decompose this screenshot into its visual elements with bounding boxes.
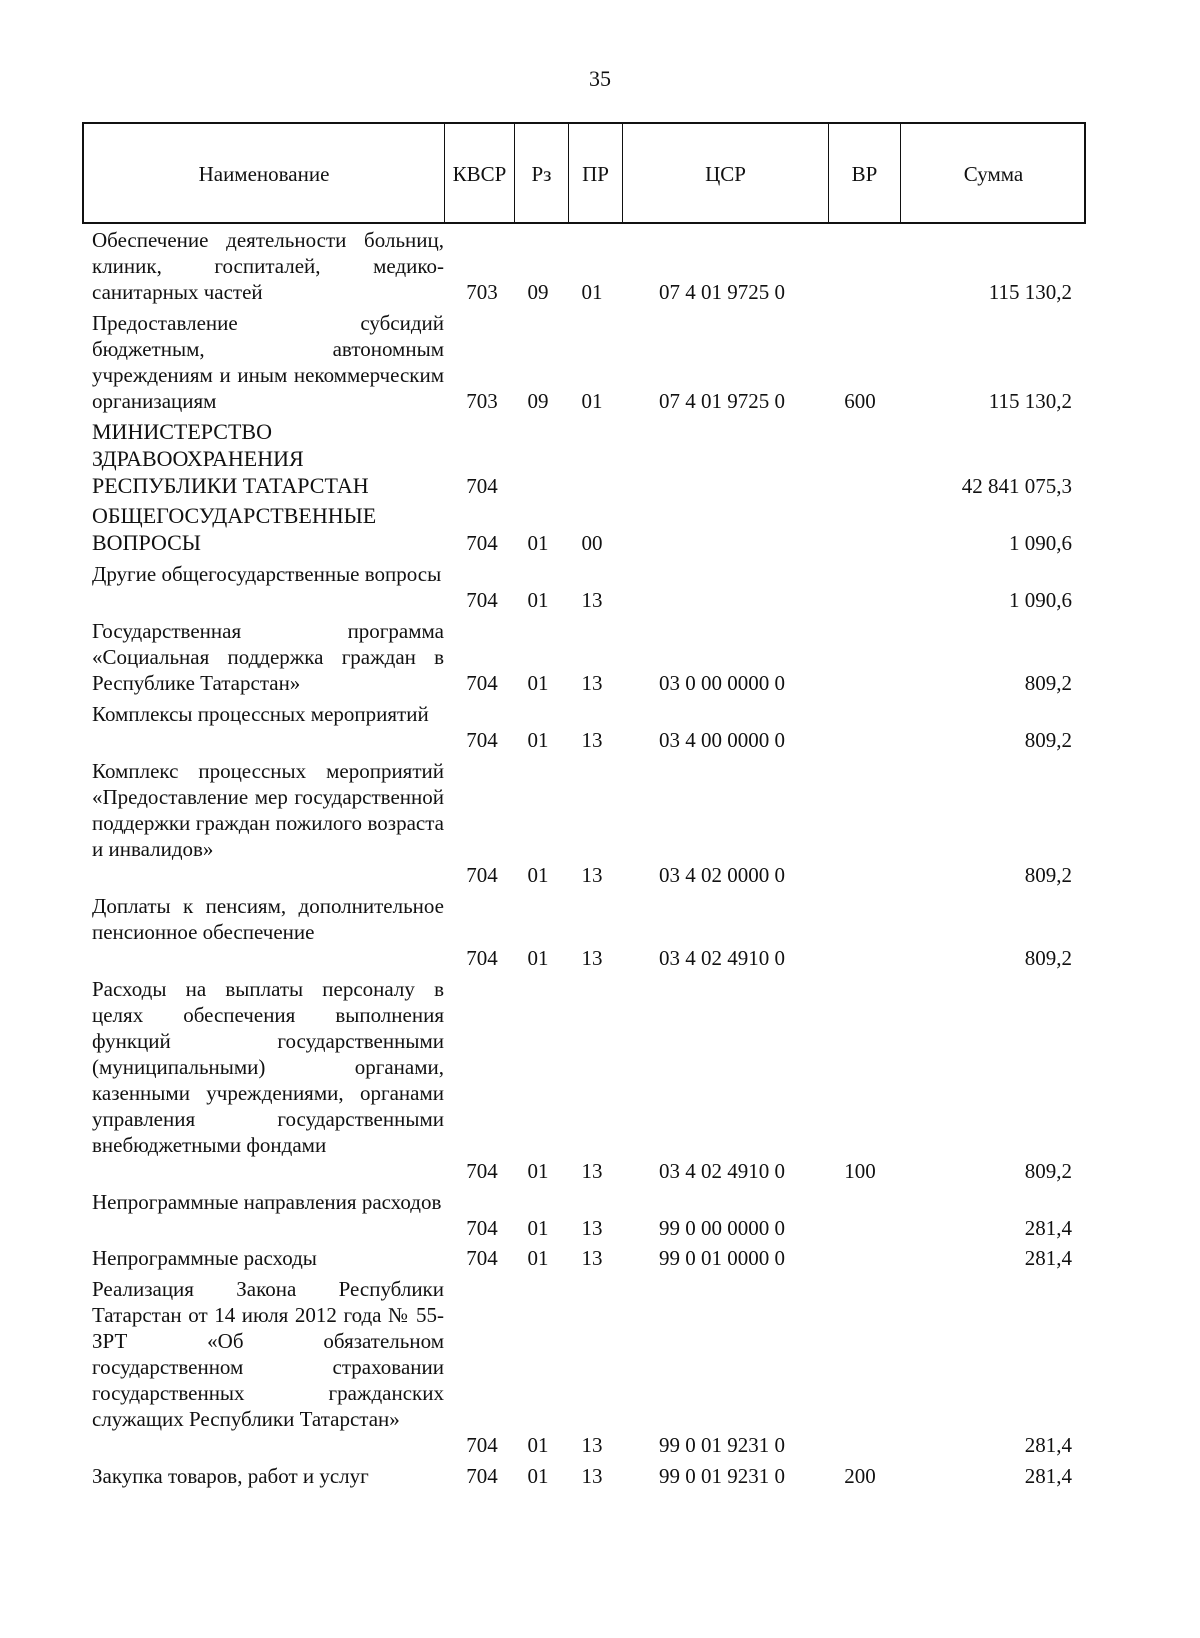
row-pr: 13 — [581, 863, 603, 887]
row-pr: 01 — [581, 280, 603, 304]
table-row — [0, 893, 1200, 971]
table-row — [0, 561, 1200, 613]
row-vr: 600 — [844, 389, 876, 413]
table-row — [0, 310, 1200, 414]
row-sum: 1 090,6 — [1009, 531, 1072, 555]
row-pr: 13 — [581, 1464, 603, 1488]
row-sum: 1 090,6 — [1009, 588, 1072, 612]
row-rz: 01 — [527, 863, 549, 887]
row-kvsr: 704 — [466, 863, 498, 887]
row-sum: 809,2 — [1024, 671, 1072, 695]
row-sum: 115 130,2 — [988, 280, 1072, 304]
row-rz: 01 — [527, 588, 549, 612]
row-kvsr: 704 — [466, 671, 498, 695]
row-csr: 03 4 00 0000 0 — [659, 728, 785, 752]
table-row — [0, 1189, 1200, 1241]
page-number: 35 — [589, 66, 611, 91]
column-header-sum: Сумма — [900, 124, 1086, 224]
column-header-kvsr: КВСР — [444, 124, 514, 224]
table-row — [0, 1463, 1200, 1489]
table-row — [0, 701, 1200, 753]
row-pr: 13 — [581, 1246, 603, 1270]
row-kvsr: 704 — [466, 1246, 498, 1270]
table-row — [0, 227, 1200, 305]
row-csr: 03 0 00 0000 0 — [659, 671, 785, 695]
table-row — [0, 502, 1200, 556]
row-sum: 809,2 — [1024, 1159, 1072, 1183]
row-sum: 281,4 — [1024, 1246, 1072, 1270]
row-pr: 13 — [581, 1159, 603, 1183]
row-kvsr: 704 — [466, 474, 498, 498]
row-kvsr: 704 — [466, 1464, 498, 1488]
row-name: ОБЩЕГОСУДАРСТВЕННЫЕ ВОПРОСЫ — [92, 503, 377, 555]
row-pr: 00 — [581, 531, 603, 555]
row-pr: 13 — [581, 946, 603, 970]
column-header-vr: ВР — [828, 124, 900, 224]
row-name: Закупка товаров, работ и услуг — [92, 1464, 369, 1488]
table-header — [82, 122, 1086, 224]
row-kvsr: 704 — [466, 531, 498, 555]
row-rz: 09 — [527, 280, 549, 304]
row-csr: 99 0 01 0000 0 — [659, 1246, 785, 1270]
row-kvsr: 704 — [466, 728, 498, 752]
table-row — [0, 418, 1200, 499]
row-name: Другие общегосударственные вопросы — [92, 562, 442, 586]
row-rz: 01 — [527, 946, 549, 970]
row-kvsr: 703 — [466, 389, 498, 413]
row-sum: 281,4 — [1024, 1216, 1072, 1240]
row-kvsr: 704 — [466, 1159, 498, 1183]
row-kvsr: 704 — [466, 1433, 498, 1457]
row-name: Доплаты к пенсиям, дополнительное пенсионное обеспечение — [92, 894, 444, 944]
row-pr: 13 — [581, 728, 603, 752]
row-pr: 13 — [581, 588, 603, 612]
row-name: Непрограммные направления расходов — [92, 1190, 442, 1214]
table-row — [0, 1276, 1200, 1458]
row-name: Комплекс процессных мероприятий «Предоставление мер государственной поддержки граждан пожилого возраста и инвалидов» — [92, 759, 444, 861]
row-csr: 99 0 01 9231 0 — [659, 1464, 785, 1488]
row-kvsr: 704 — [466, 946, 498, 970]
row-kvsr: 704 — [466, 1216, 498, 1240]
row-sum: 809,2 — [1024, 946, 1072, 970]
row-name: Обеспечение деятельности больниц, клиник, госпиталей, медико-санитарных частей — [92, 228, 444, 304]
row-csr: 03 4 02 4910 0 — [659, 1159, 785, 1183]
row-kvsr: 703 — [466, 280, 498, 304]
row-sum: 281,4 — [1024, 1464, 1072, 1488]
row-rz: 01 — [527, 1433, 549, 1457]
table-row — [0, 618, 1200, 696]
row-name: Реализация Закона Республики Татарстан от 14 июля 2012 года № 55-ЗРТ «Об обязательном государственном страховании государственных гражданских служащих Республики Татарстан» — [92, 1277, 444, 1431]
row-sum: 809,2 — [1024, 863, 1072, 887]
row-rz: 01 — [527, 1464, 549, 1488]
row-pr: 01 — [581, 389, 603, 413]
row-name: Непрограммные расходы — [92, 1246, 317, 1270]
row-rz: 01 — [527, 671, 549, 695]
row-name: Расходы на выплаты персоналу в целях обеспечения выполнения функций государственными (муниципальными) органами, казенными учреждениями, органами управления государственными внебюджетными фондами — [92, 977, 444, 1157]
row-pr: 13 — [581, 1433, 603, 1457]
row-sum: 809,2 — [1024, 728, 1072, 752]
row-csr: 03 4 02 0000 0 — [659, 863, 785, 887]
table-row — [0, 758, 1200, 888]
row-name: Комплексы процессных мероприятий — [92, 702, 429, 726]
row-rz: 01 — [527, 1159, 549, 1183]
column-header-csr: ЦСР — [622, 124, 828, 224]
row-name: Предоставление субсидий бюджетным, автономным учреждениям и иным некоммерческим организациям — [92, 311, 444, 413]
row-kvsr: 704 — [466, 588, 498, 612]
row-csr: 03 4 02 4910 0 — [659, 946, 785, 970]
row-rz: 01 — [527, 1246, 549, 1270]
row-name: Государственная программа «Социальная поддержка граждан в Республике Татарстан» — [92, 619, 444, 695]
row-vr: 100 — [844, 1159, 876, 1183]
row-csr: 99 0 00 0000 0 — [659, 1216, 785, 1240]
row-rz: 01 — [527, 1216, 549, 1240]
table-row — [0, 1245, 1200, 1271]
row-name: МИНИСТЕРСТВО ЗДРАВООХРАНЕНИЯ РЕСПУБЛИКИ ТАТАРСТАН — [92, 419, 369, 498]
row-rz: 01 — [527, 531, 549, 555]
row-pr: 13 — [581, 1216, 603, 1240]
row-sum: 42 841 075,3 — [961, 474, 1072, 498]
table-row — [0, 976, 1200, 1184]
column-header-name: Наименование — [198, 161, 330, 186]
row-pr: 13 — [581, 671, 603, 695]
row-csr: 07 4 01 9725 0 — [659, 280, 785, 304]
column-header-pr: ПР — [568, 124, 622, 224]
column-header-rz: Рз — [514, 124, 568, 224]
row-csr: 99 0 01 9231 0 — [659, 1433, 785, 1457]
row-sum: 281,4 — [1024, 1433, 1072, 1457]
row-csr: 07 4 01 9725 0 — [659, 389, 785, 413]
row-vr: 200 — [844, 1464, 876, 1488]
row-rz: 09 — [527, 389, 549, 413]
row-sum: 115 130,2 — [988, 389, 1072, 413]
row-rz: 01 — [527, 728, 549, 752]
